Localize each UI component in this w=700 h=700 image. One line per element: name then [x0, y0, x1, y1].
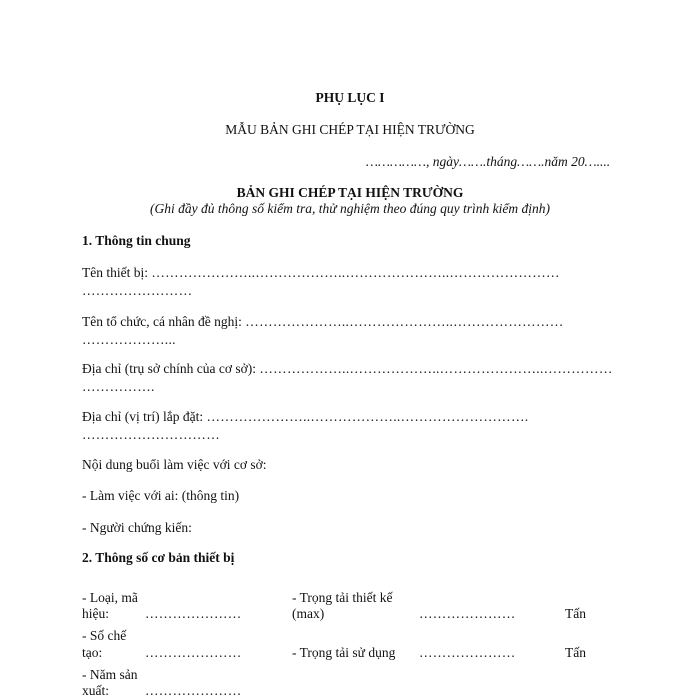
work-with-label: - Làm việc với ai: (thông tin)	[82, 488, 240, 503]
serial-number-label-line1: - Số chế	[82, 628, 127, 643]
fill-dots: …………………..………………..…………………..……………………	[151, 265, 560, 280]
field-head-office-address	[82, 361, 613, 377]
type-model-fill-dots: …………………	[145, 606, 242, 621]
manufacture-year-label-line2: xuất:	[82, 683, 109, 698]
fill-dots-continued: ………………...	[82, 332, 176, 347]
working-load-fill-dots: …………………	[419, 645, 516, 660]
fill-dots: …………………..…………………..……………………	[245, 314, 564, 329]
field-label: Tên thiết bị:	[82, 265, 148, 280]
form-title: MẪU BẢN GHI CHÉP TẠI HIỆN TRƯỜNG	[225, 122, 475, 137]
field-device-name	[82, 265, 560, 281]
design-load-label-line2: (max)	[292, 606, 325, 621]
fill-dots-continued: …………….	[82, 379, 155, 394]
field-requesting-organization	[82, 314, 564, 330]
serial-number-label-line2: tạo:	[82, 645, 103, 660]
manufacture-year-label-line1: - Năm sản	[82, 667, 138, 682]
working-load-label: - Trọng tải sử dụng	[292, 645, 396, 660]
section-2-heading: 2. Thông số cơ bản thiết bị	[82, 550, 235, 565]
document-title: BẢN GHI CHÉP TẠI HIỆN TRƯỜNG	[236, 185, 464, 200]
witness-label: - Người chứng kiến:	[82, 520, 192, 535]
date-line: ……………, ngày…….tháng…….năm 20…....	[366, 154, 611, 169]
design-load-unit: Tấn	[565, 606, 586, 621]
document-subtitle: (Ghi đầy đủ thông số kiểm tra, thử nghiệm theo đúng quy trình kiểm định)	[150, 201, 550, 216]
field-label: Địa chỉ (trụ sở chính của cơ sở):	[82, 361, 256, 376]
type-model-label-line1: - Loại, mã	[82, 590, 138, 605]
manufacture-year-fill-dots: …………………	[145, 683, 242, 698]
design-load-fill-dots: …………………	[419, 606, 516, 621]
section-1-heading: 1. Thông tin chung	[82, 233, 191, 248]
appendix-title: PHỤ LỤC I	[315, 90, 385, 105]
fill-dots-continued: ……………………	[82, 283, 193, 298]
field-label: Tên tổ chức, cá nhân đề nghị:	[82, 314, 242, 329]
fill-dots: …………………..………………..……………………….	[206, 409, 529, 424]
fill-dots-continued: …………………………	[82, 427, 220, 442]
work-content-label: Nội dung buổi làm việc với cơ sở:	[82, 457, 267, 472]
fill-dots: ………………..………………..…………………..……………	[259, 361, 613, 376]
type-model-label-line2: hiệu:	[82, 606, 109, 621]
field-label: Địa chỉ (vị trí) lắp đặt:	[82, 409, 204, 424]
serial-number-fill-dots: …………………	[145, 645, 242, 660]
field-installation-address	[82, 409, 528, 425]
working-load-unit: Tấn	[565, 645, 586, 660]
design-load-label-line1: - Trọng tải thiết kế	[292, 590, 393, 605]
